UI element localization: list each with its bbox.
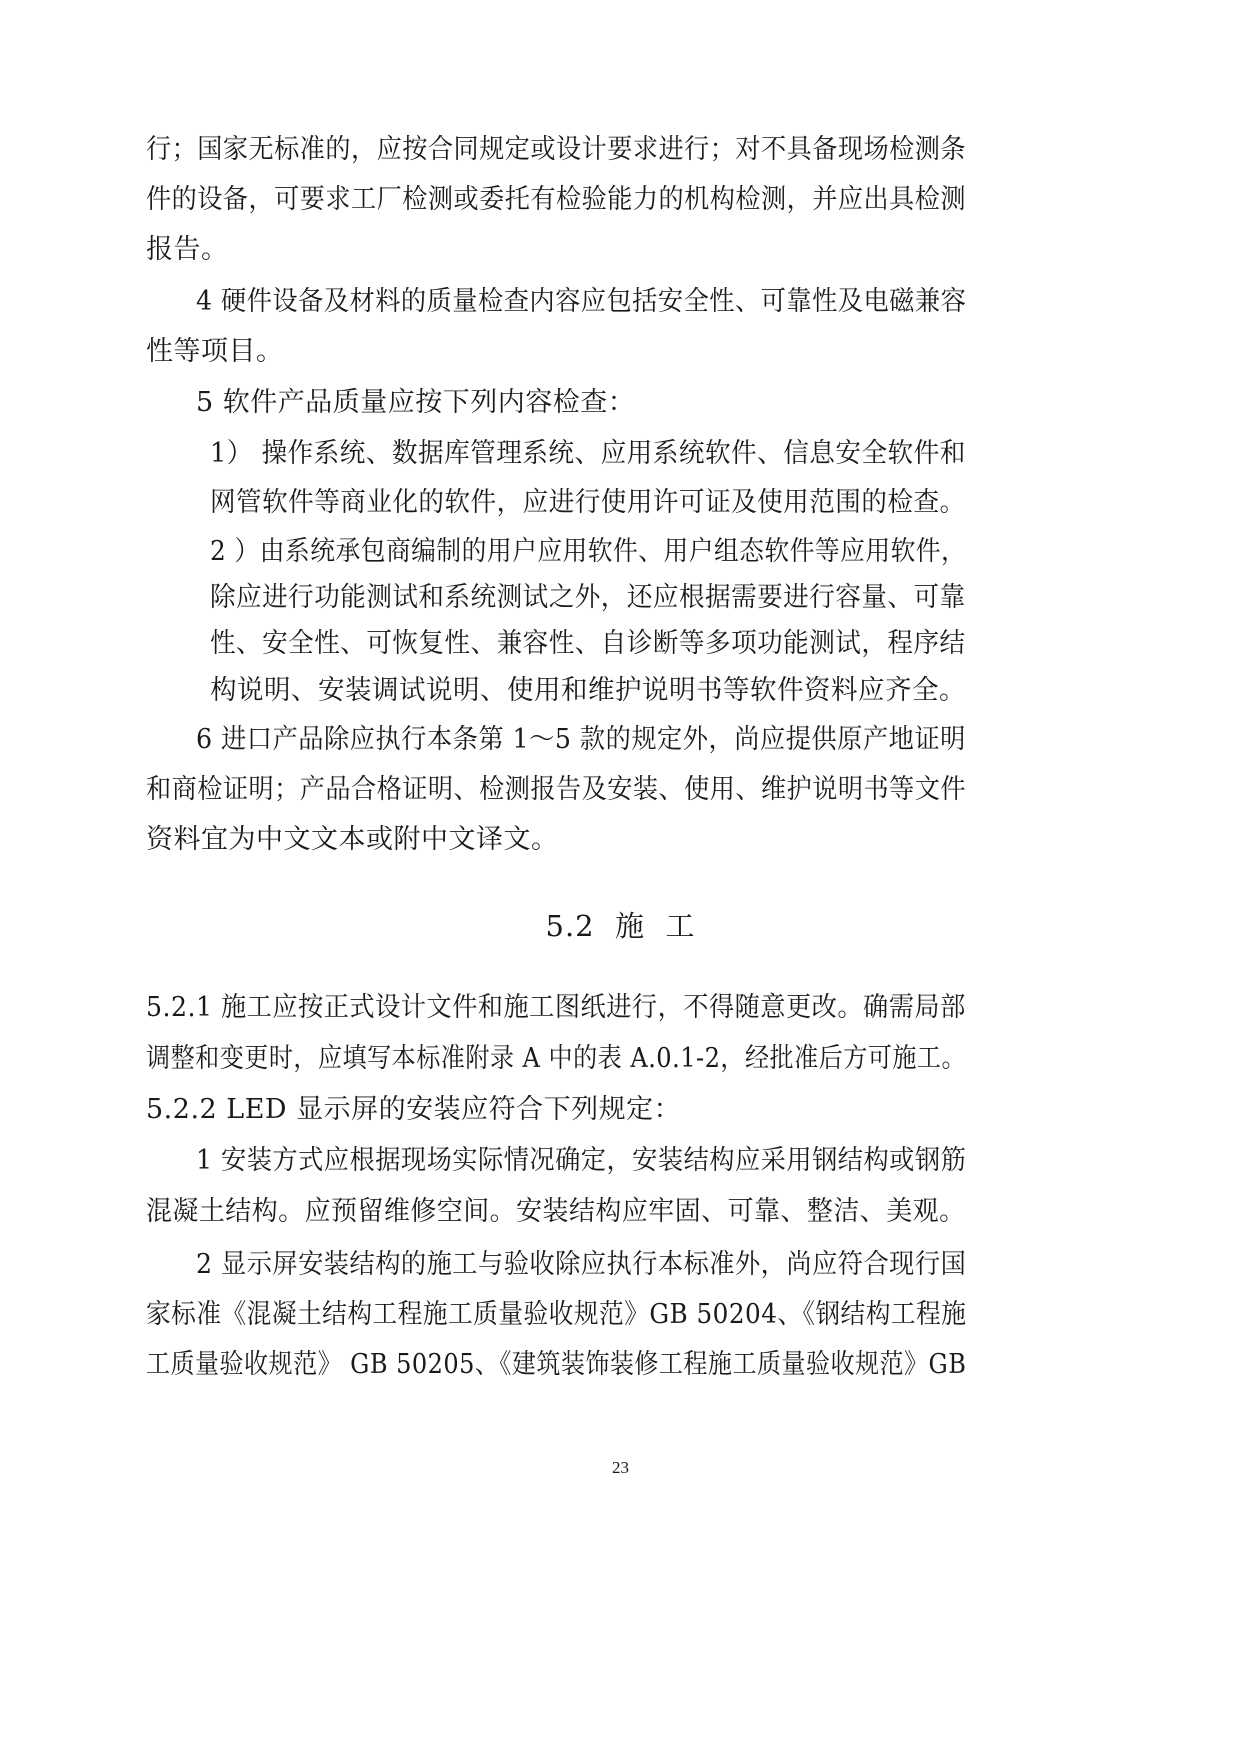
body-line: 混凝土结构。应预留维修空间。安装结构应牢固、可靠、整洁、美观。 — [146, 1196, 966, 1227]
body-line: 行；国家无标准的，应按合同规定或设计要求进行；对不具备现场检测条 — [146, 134, 966, 165]
body-line: 网管软件等商业化的软件，应进行使用许可证及使用范围的检查。 — [210, 487, 966, 518]
body-line: 资料宜为中文文本或附中文译文。 — [146, 824, 559, 855]
body-line: 性等项目。 — [146, 336, 284, 367]
body-line: 5 软件产品质量应按下列内容检查： — [196, 387, 636, 418]
body-line: 5.2.2 LED 显示屏的安装应符合下列规定： — [146, 1094, 682, 1125]
body-line: 家标准《混凝土结构工程施工质量验收规范》GB 50204、《钢结构工程施 — [146, 1299, 967, 1330]
body-line: 调整和变更时，应填写本标准附录 A 中的表 A.0.1-2，经批准后方可施工。 — [146, 1043, 967, 1074]
body-line: 构说明、安装调试说明、使用和维护说明书等软件资料应齐全。 — [210, 675, 966, 706]
body-line: 除应进行功能测试和系统测试之外，还应根据需要进行容量、可靠 — [210, 582, 966, 613]
body-line: 2 ）由系统承包商编制的用户应用软件、用户组态软件等应用软件， — [210, 536, 967, 567]
page-number: 23 — [612, 1458, 629, 1477]
body-line: 2 显示屏安装结构的施工与验收除应执行本标准外，尚应符合现行国 — [196, 1249, 967, 1280]
body-line: 工质量验收规范》 GB 50205、《建筑装饰装修工程施工质量验收规范》GB — [146, 1349, 967, 1380]
body-line: 和商检证明；产品合格证明、检测报告及安装、使用、维护说明书等文件 — [146, 774, 966, 805]
body-line: 性、安全性、可恢复性、兼容性、自诊断等多项功能测试，程序结 — [210, 628, 966, 659]
body-line: 5.2.1 施工应按正式设计文件和施工图纸进行，不得随意更改。确需局部 — [146, 992, 966, 1023]
body-line: 6 进口产品除应执行本条第 1～5 款的规定外，尚应提供原产地证明 — [196, 724, 966, 755]
body-line: 件的设备，可要求工厂检测或委托有检验能力的机构检测，并应出具检测 — [146, 184, 966, 215]
body-line: 1） 操作系统、数据库管理系统、应用系统软件、信息安全软件和 — [210, 438, 966, 469]
body-line: 报告。 — [146, 234, 229, 265]
body-line: 1 安装方式应根据现场实际情况确定，安装结构应采用钢结构或钢筋 — [196, 1145, 967, 1176]
section-heading: 5.2 施 工 — [545, 909, 696, 943]
body-line: 4 硬件设备及材料的质量检查内容应包括安全性、可靠性及电磁兼容 — [196, 286, 967, 317]
